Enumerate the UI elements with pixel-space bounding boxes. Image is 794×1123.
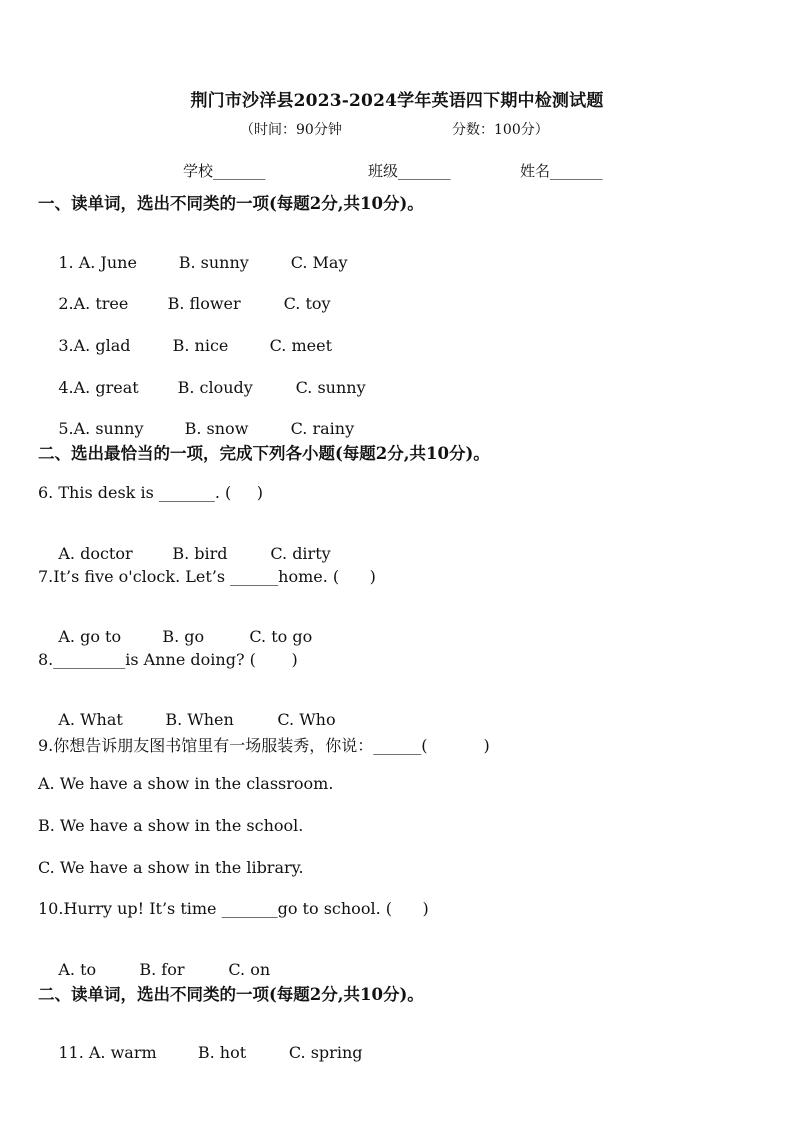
option-b: B. When [165, 710, 234, 729]
question-9-option-c: C. We have a show in the library. [38, 858, 304, 877]
option-b: B. sunny [178, 253, 249, 272]
question-9-option-a: A. We have a show in the classroom. [38, 774, 334, 793]
question-number: 1. [58, 253, 79, 272]
question-number: 4. [58, 378, 74, 397]
option-c: C. spring [288, 1043, 363, 1062]
option-a: A. What [58, 710, 123, 729]
question-11 [38, 1024, 362, 1081]
exam-score: 分数：100分） [452, 122, 549, 138]
option-c: C. May [290, 253, 348, 272]
option-b: B. for [139, 960, 185, 979]
exam-time: （时间：90分钟 [240, 122, 342, 138]
option-a: A. tree [73, 294, 129, 313]
school-field: 学校_______ [183, 162, 266, 180]
option-c: C. sunny [295, 378, 366, 397]
option-b: B. cloudy [177, 378, 253, 397]
option-a: A. June [78, 253, 137, 272]
option-b: B. hot [197, 1043, 247, 1062]
question-number: 2. [58, 294, 74, 313]
question-10-stem: 10.Hurry up! It’s time _______go to school. ( ) [38, 899, 429, 918]
option-a: A. warm [88, 1043, 157, 1062]
option-b: B. nice [172, 336, 229, 355]
option-c: C. on [228, 960, 271, 979]
option-b: B. snow [184, 419, 249, 438]
option-c: C. toy [283, 294, 331, 313]
option-a: A. sunny [73, 419, 144, 438]
option-c: C. to go [249, 627, 313, 646]
question-6-stem: 6. This desk is _______. ( ) [38, 483, 263, 502]
option-c: C. meet [269, 336, 332, 355]
question-number: 11. [58, 1043, 89, 1062]
question-7-stem: 7.It’s five o'clock. Let’s ______home. ( ) [38, 567, 376, 586]
section-heading: 二、读单词，选出不同类的一项(每题2分,共10分)。 [38, 985, 424, 1004]
option-b: B. flower [167, 294, 241, 313]
option-c: C. Who [277, 710, 336, 729]
page-title: 荆门市沙洋县2023-2024学年英语四下期中检测试题 [190, 91, 604, 111]
option-a: A. doctor [58, 544, 133, 563]
question-9-option-b: B. We have a show in the school. [38, 816, 304, 835]
option-a: A. glad [73, 336, 131, 355]
name-field: 姓名_______ [520, 162, 603, 180]
question-8-stem: 8._________is Anne doing? ( ) [38, 650, 298, 669]
option-a: A. go to [58, 627, 122, 646]
option-c: C. rainy [290, 419, 355, 438]
option-b: B. bird [172, 544, 228, 563]
section-heading: 一、读单词，选出不同类的一项(每题2分,共10分)。 [38, 194, 424, 213]
option-c: C. dirty [270, 544, 331, 563]
option-b: B. go [162, 627, 205, 646]
option-a: A. great [73, 378, 139, 397]
class-field: 班级_______ [368, 162, 451, 180]
section-heading: 二、选出最恰当的一项，完成下列各小题(每题2分,共10分)。 [38, 444, 490, 463]
question-number: 5. [58, 419, 74, 438]
question-number: 3. [58, 336, 74, 355]
question-9-stem: 9.你想告诉朋友图书馆里有一场服装秀，你说：______( ) [38, 736, 490, 755]
option-a: A. to [58, 960, 97, 979]
